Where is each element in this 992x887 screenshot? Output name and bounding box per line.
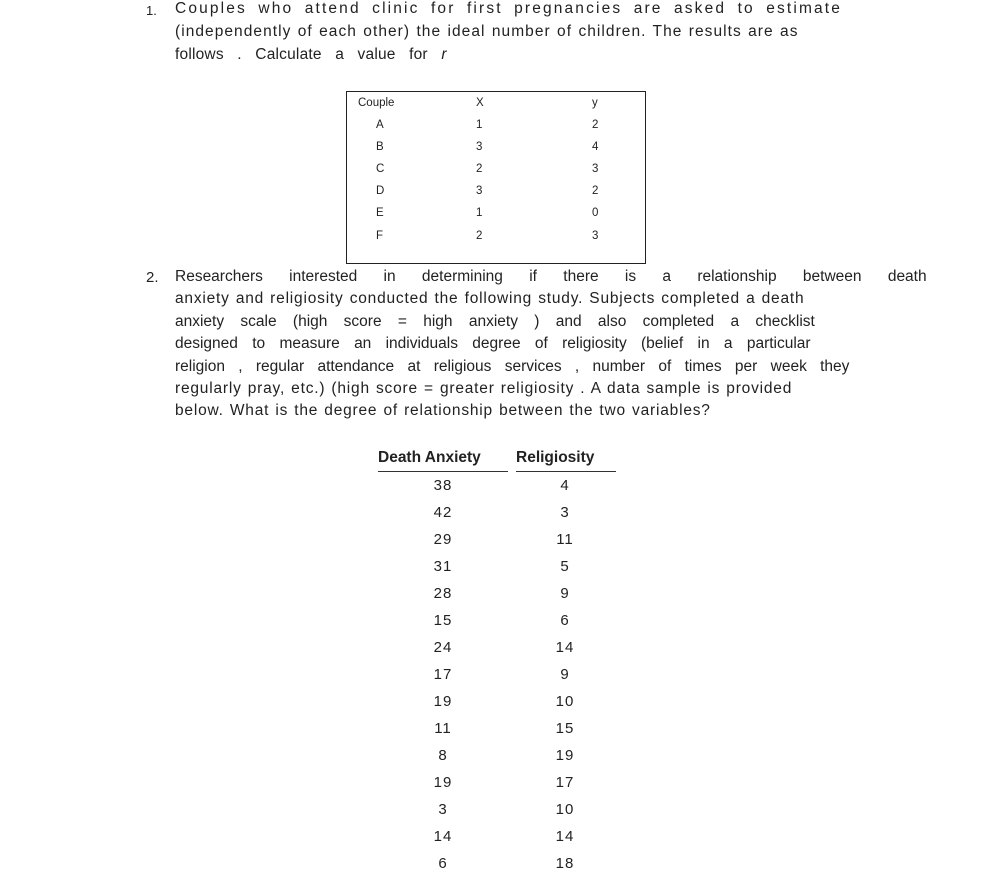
cell-death-anxiety: 19: [433, 774, 453, 791]
header-religiosity: Religiosity: [516, 449, 595, 466]
couples-cell-y: 3: [592, 163, 599, 176]
question-1-line-2: (independently of each other) the ideal number of children. The results are as: [175, 23, 799, 40]
question-1-line-3-text: follows . Calculate a value for: [175, 46, 428, 63]
cell-religiosity: 4: [560, 477, 570, 494]
couples-header-y: y: [592, 97, 598, 109]
question-2-line-5: religion , regular attendance at religious services , number of times per week they: [175, 357, 850, 375]
question-2-line-2: anxiety and religiosity conducted the following study. Subjects completed a death: [175, 290, 805, 308]
couples-cell-couple: E: [376, 207, 384, 220]
cell-death-anxiety: 29: [433, 531, 453, 548]
header-death-anxiety: Death Anxiety: [378, 449, 481, 466]
cell-death-anxiety: 6: [438, 855, 448, 872]
cell-religiosity: 9: [560, 666, 570, 683]
couples-cell-y: 3: [592, 229, 599, 242]
cell-death-anxiety: 8: [438, 747, 448, 764]
cell-religiosity: 14: [555, 828, 575, 845]
question-2-line-7: below. What is the degree of relationship between the two variables?: [175, 402, 711, 420]
cell-religiosity: 5: [560, 558, 570, 575]
question-1-line-3: [175, 43, 842, 66]
cell-death-anxiety: 31: [433, 558, 453, 575]
header-rule-death-anxiety: [378, 471, 508, 472]
couples-cell-y: 2: [592, 185, 599, 198]
couples-table: [346, 91, 646, 264]
cell-religiosity: 6: [560, 612, 570, 629]
cell-religiosity: 10: [555, 801, 575, 818]
couples-cell-x: 2: [476, 163, 483, 176]
question-1-text: [175, 0, 842, 66]
cell-religiosity: 3: [560, 504, 570, 521]
couples-cell-x: 1: [476, 207, 483, 220]
couples-header-x: X: [476, 97, 484, 109]
cell-death-anxiety: 24: [433, 639, 453, 656]
cell-religiosity: 19: [555, 747, 575, 764]
cell-religiosity: 15: [555, 720, 575, 737]
question-2-number: 2.: [146, 269, 159, 286]
cell-death-anxiety: 11: [434, 720, 452, 737]
couples-cell-y: 4: [592, 141, 599, 154]
variable-r: r: [441, 46, 447, 63]
question-1-line-1: Couples who attend clinic for first pregnancies are asked to estimate: [175, 0, 843, 17]
cell-death-anxiety: 28: [433, 585, 453, 602]
cell-religiosity: 17: [555, 774, 575, 791]
couples-cell-couple: D: [376, 185, 385, 198]
question-2-line-4: designed to measure an individuals degree of religiosity (belief in a particular: [175, 335, 811, 353]
question-2-line-3: anxiety scale (high score = high anxiety ) and also completed a checklist: [175, 312, 815, 330]
cell-religiosity: 9: [560, 585, 570, 602]
cell-religiosity: 18: [555, 855, 575, 872]
cell-death-anxiety: 15: [433, 612, 453, 629]
couples-cell-couple: F: [376, 229, 384, 242]
couples-cell-x: 2: [476, 229, 483, 242]
couples-cell-y: 2: [592, 119, 599, 131]
couples-cell-couple: C: [376, 163, 385, 176]
cell-death-anxiety: 14: [433, 828, 453, 845]
cell-death-anxiety: 42: [433, 504, 453, 521]
question-2-line-6: regularly pray, etc.) (high score = greater religiosity . A data sample is provided: [175, 379, 793, 397]
couples-cell-y: 0: [592, 207, 599, 220]
cell-death-anxiety: 17: [433, 666, 453, 683]
couples-cell-x: 1: [476, 119, 483, 131]
question-2-text: [175, 266, 927, 423]
cell-death-anxiety: 3: [438, 801, 448, 818]
couples-header-couple: Couple: [358, 97, 395, 109]
couples-cell-x: 3: [476, 185, 483, 198]
couples-cell-x: 3: [476, 141, 483, 154]
cell-religiosity: 11: [556, 531, 574, 548]
question-2-line-1: Researchers interested in determining if there is a relationship between death: [175, 268, 927, 285]
couples-cell-couple: A: [376, 119, 384, 131]
cell-death-anxiety: 38: [433, 477, 453, 494]
cell-religiosity: 14: [555, 639, 575, 656]
question-1-number: 1.: [146, 3, 157, 18]
cell-religiosity: 10: [555, 693, 575, 710]
cell-death-anxiety: 19: [433, 693, 453, 710]
couples-cell-couple: B: [376, 141, 384, 154]
header-rule-religiosity: [516, 471, 616, 472]
